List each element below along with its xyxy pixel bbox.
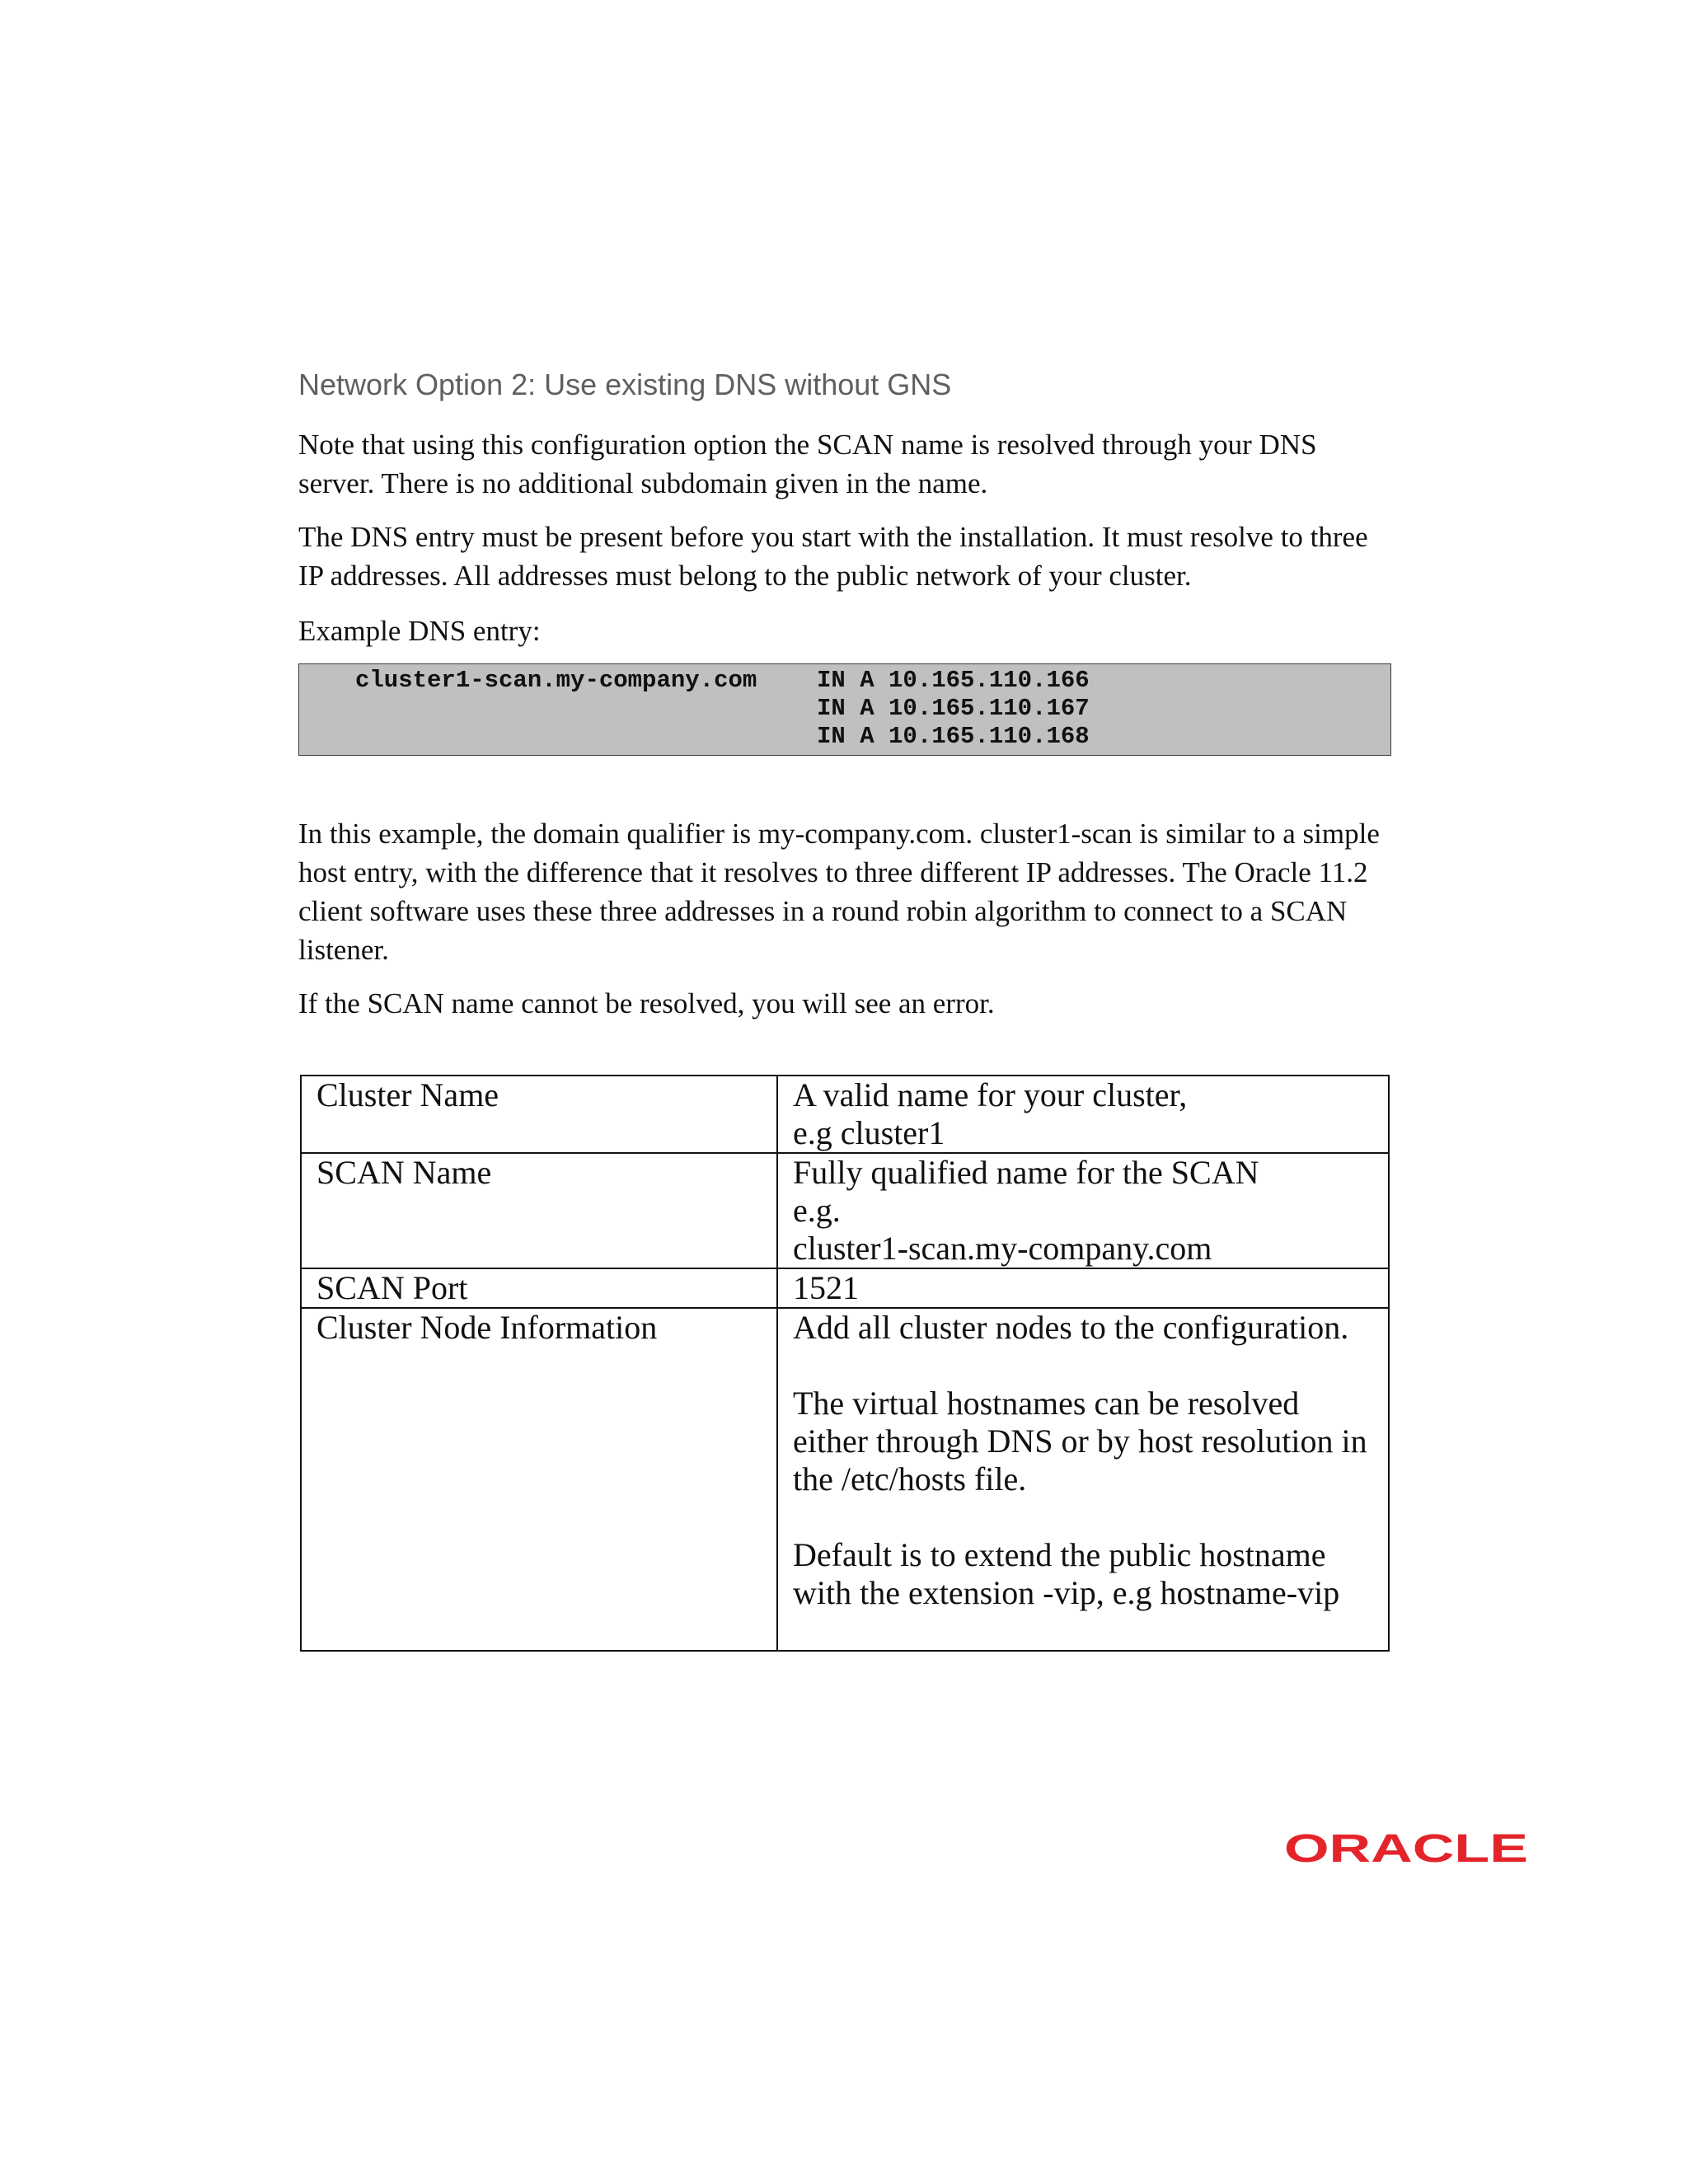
- dns-entry-code-block: [298, 663, 1391, 756]
- error-note-paragraph: If the SCAN name cannot be resolved, you will see an error.: [298, 987, 995, 1019]
- field-name: Cluster Name: [316, 1076, 499, 1113]
- description-line: e.g.: [793, 1192, 841, 1229]
- table-row: [301, 1268, 1389, 1308]
- description-line: A valid name for your cluster,: [793, 1076, 1188, 1113]
- dns-record: IN A 10.165.110.167: [817, 695, 1090, 722]
- dns-record: IN A 10.165.110.166: [817, 667, 1090, 694]
- section-heading: Network Option 2: Use existing DNS without GNS: [298, 368, 952, 401]
- blank-line: [793, 1498, 1373, 1536]
- intro-paragraph: [298, 425, 1395, 503]
- table-cell-field: [301, 1308, 777, 1651]
- text-line: host entry, with the difference that it resolves to three different IP addresses. The Oracle 11.2: [298, 856, 1368, 888]
- table-cell-field: [301, 1153, 777, 1268]
- oracle-logo: [1282, 1826, 1530, 1868]
- text-line: Note that using this configuration option the SCAN name is resolved through your DNS: [298, 429, 1317, 461]
- blank-line: [793, 1612, 1373, 1650]
- text-line: client software uses these three addresses in a round robin algorithm to connect to a SCAN: [298, 895, 1348, 927]
- description-line: 1521: [793, 1269, 859, 1306]
- table-row: [301, 1153, 1389, 1268]
- description-line: either through DNS or by host resolution in: [793, 1422, 1367, 1460]
- table-cell-description: [777, 1076, 1389, 1153]
- description-line: Default is to extend the public hostname: [793, 1536, 1326, 1573]
- table-cell-description: [777, 1308, 1389, 1651]
- description-line: Fully qualified name for the SCAN: [793, 1154, 1259, 1191]
- dns-hostname: cluster1-scan.my-company.com: [355, 667, 757, 694]
- dns-requirement-paragraph: [298, 518, 1395, 595]
- description-line: cluster1-scan.my-company.com: [793, 1230, 1212, 1267]
- dns-record: IN A 10.165.110.168: [817, 723, 1090, 750]
- text-line: The DNS entry must be present before you start with the installation. It must resolve to three: [298, 521, 1368, 553]
- table-cell-description: [777, 1153, 1389, 1268]
- table-cell-description: [777, 1268, 1389, 1308]
- description-line: with the extension -vip, e.g hostname-vip: [793, 1574, 1340, 1611]
- text-line: IP addresses. All addresses must belong to the public network of your cluster.: [298, 560, 1192, 592]
- description-line: e.g cluster1: [793, 1114, 945, 1151]
- description-line: Add all cluster nodes to the configuration.: [793, 1309, 1349, 1346]
- text-line: listener.: [298, 934, 389, 966]
- example-label: Example DNS entry:: [298, 615, 541, 647]
- table-row: [301, 1076, 1389, 1153]
- table-cell-field: [301, 1268, 777, 1308]
- blank-line: [793, 1347, 1373, 1385]
- logo-wordmark: ORACLE: [1284, 1827, 1528, 1868]
- configuration-table: [300, 1075, 1390, 1652]
- description-line: The virtual hostnames can be resolved: [793, 1385, 1300, 1422]
- table-row: [301, 1308, 1389, 1651]
- field-name: SCAN Name: [316, 1154, 492, 1191]
- text-line: server. There is no additional subdomain given in the name.: [298, 467, 988, 499]
- example-explanation-paragraph: [298, 814, 1395, 969]
- text-line: In this example, the domain qualifier is my-company.com. cluster1-scan is similar to a simple: [298, 818, 1380, 850]
- table-cell-field: [301, 1076, 777, 1153]
- field-name: Cluster Node Information: [316, 1309, 658, 1346]
- field-name: SCAN Port: [316, 1269, 468, 1306]
- description-line: the /etc/hosts file.: [793, 1460, 1027, 1497]
